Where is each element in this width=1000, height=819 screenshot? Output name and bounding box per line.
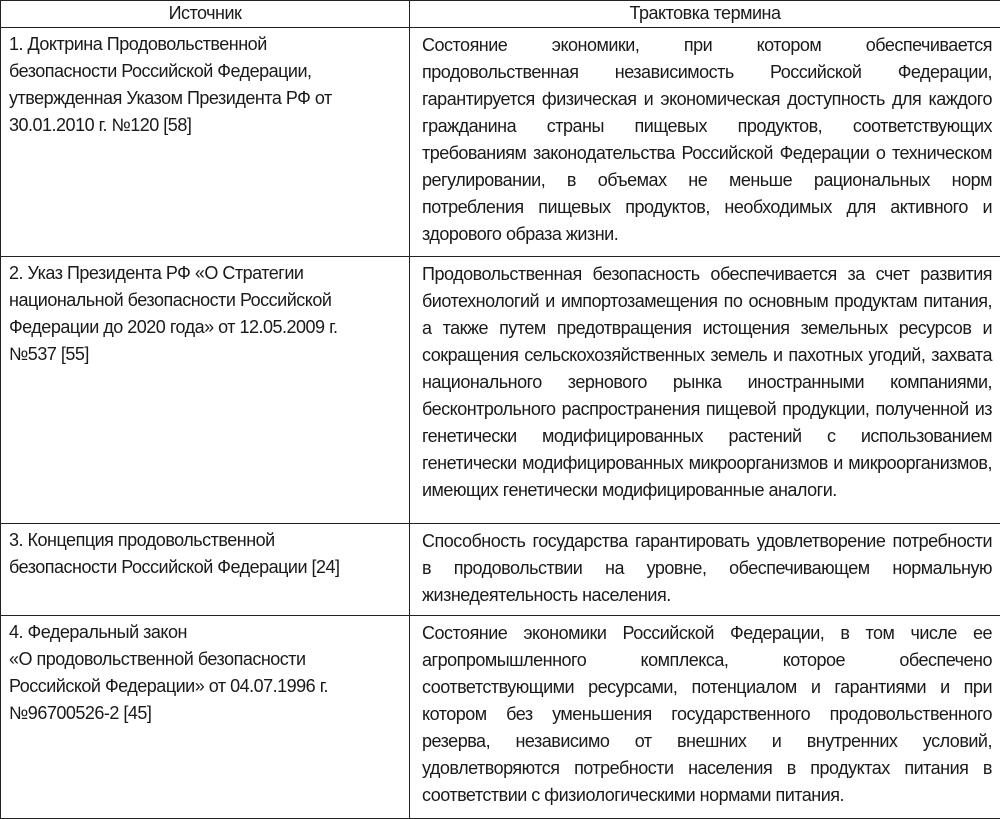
- definition-cell: Продовольственная безопасность обеспечивается за счет развития биотехнологий и импортозамещения по основным продуктам питания, а также путем предотвращения истощения земельных ресурсов и сокращения сельскохозяйственных земель и пахотных угодий, захвата национального зернового рынка иностранными компаниями, бесконтрольного распространения пищевой продукции, полученной из генетически модифицированных растений с использованием генетически модифицированных микроорганизмов и микроорганизмов, имеющих генетически модифицированные аналоги.: [410, 257, 1000, 524]
- column-header-definition: Трактовка термина: [410, 1, 1000, 28]
- source-cell: 2. Указ Президента РФ «О Стратегии национальной безопасности Российской Федерации до 2020 года» от 12.05.2009 г. №537 [55]: [1, 257, 410, 524]
- source-cell: 3. Концепция продовольственной безопасности Российской Федерации [24]: [1, 524, 410, 616]
- table-row: [1, 28, 1000, 257]
- table-header-row: [1, 1, 1000, 28]
- table-row: [1, 257, 1000, 524]
- table-row: [1, 616, 1000, 819]
- definition-cell: Состояние экономики, при котором обеспечивается продовольственная независимость Российской Федерации, гарантируется физическая и экономическая доступность для каждого гражданина страны пищевых продуктов, соответствующих требованиям законодательства Российской Федерации о техническом регулировании, в объемах не меньше рациональных норм потребления пищевых продуктов, необходимых для активного и здорового образа жизни.: [410, 28, 1000, 257]
- source-cell: 4. Федеральный закон «О продовольственной безопасности Российской Федерации» от 04.07.1996 г. №96700526-2 [45]: [1, 616, 410, 819]
- source-cell: 1. Доктрина Продовольственной безопасности Российской Федерации, утвержденная Указом Президента РФ от 30.01.2010 г. №120 [58]: [1, 28, 410, 257]
- column-header-source: Источник: [1, 1, 410, 28]
- table-row: [1, 524, 1000, 616]
- definition-cell: Состояние экономики Российской Федерации, в том числе ее агропромышленного комплекса, которое обеспечено соответствующими ресурсами, потенциалом и гарантиями и при котором без уменьшения государственного продовольственного резерва, независимо от внешних и внутренних условий, удовлетворяются потребности населения в продуктах питания в соответствии с физиологическими нормами питания.: [410, 616, 1000, 819]
- definition-cell: Способность государства гарантировать удовлетворение потребности в продовольствии на уровне, обеспечивающем нормальную жизнедеятельность населения.: [410, 524, 1000, 616]
